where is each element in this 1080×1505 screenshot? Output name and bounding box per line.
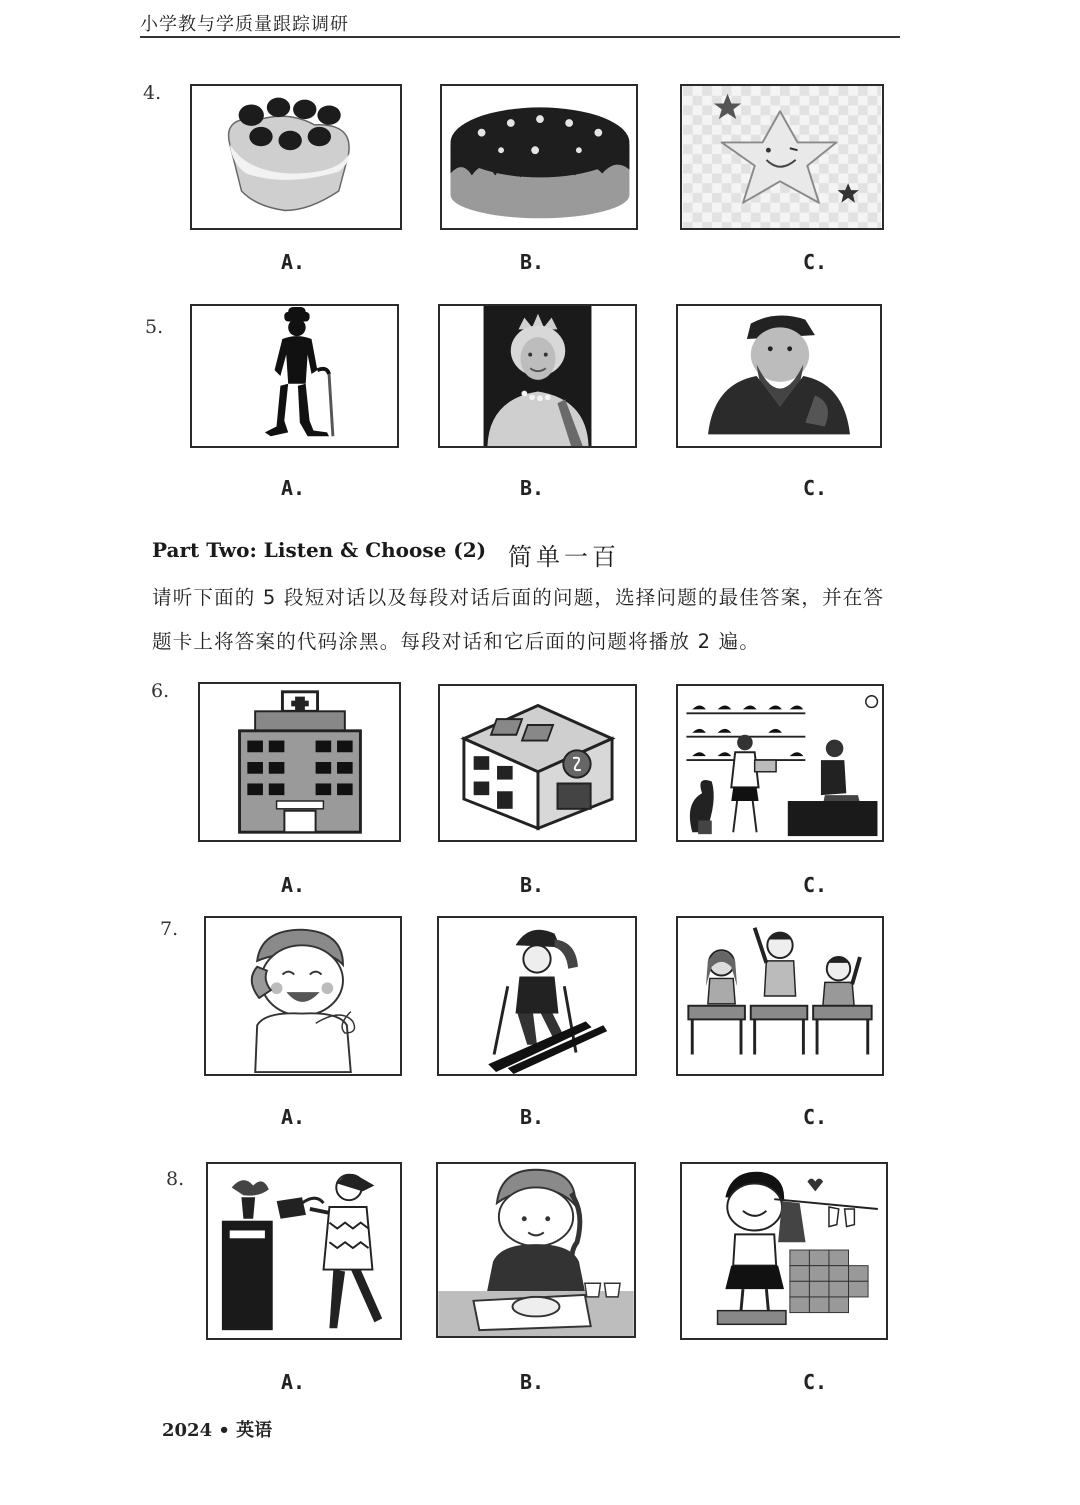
watering-flowers-icon: [208, 1164, 400, 1338]
option-label: A.: [281, 250, 306, 274]
question-number: 8.: [166, 1168, 185, 1190]
instruction-line-1: 请听下面的 5 段短对话以及每段对话后面的问题，选择问题的最佳答案，并在答: [152, 586, 885, 609]
shoe-shop-icon: [678, 686, 882, 840]
washing-dishes-picture[interactable]: [436, 1162, 636, 1338]
queen-portrait-picture[interactable]: [438, 304, 637, 448]
classroom-students-icon: [678, 918, 882, 1074]
option-label: A.: [281, 873, 306, 897]
bank-picture[interactable]: [438, 684, 637, 842]
chocolate-cake-picture[interactable]: [440, 84, 638, 230]
option-label: A.: [281, 1370, 306, 1394]
girl-hanging-clothes-icon: [682, 1164, 886, 1338]
skier-icon: [439, 918, 635, 1074]
question-number: 4.: [143, 82, 162, 104]
hospital-picture[interactable]: [198, 682, 401, 842]
confucius-picture[interactable]: [676, 304, 882, 448]
option-label: B.: [520, 476, 545, 500]
option-label: C.: [803, 873, 828, 897]
confucius-icon: [678, 306, 880, 446]
chaplin-figure-icon: [192, 306, 397, 446]
skiing-picture[interactable]: [437, 916, 637, 1076]
option-label: C.: [803, 476, 828, 500]
shoe-shop-picture[interactable]: [676, 684, 884, 842]
charlie-chaplin-picture[interactable]: [190, 304, 399, 448]
question-number: 6.: [151, 680, 170, 702]
handwritten-note: 简单一百: [508, 543, 620, 571]
page-footer: 2024 • 英语: [162, 1420, 273, 1441]
hospital-building-icon: [200, 684, 399, 840]
boy-on-phone-icon: [206, 918, 400, 1074]
option-label: C.: [803, 1370, 828, 1394]
heart-cake-icon: [192, 86, 400, 228]
girl-washing-dishes-icon: [438, 1164, 634, 1336]
option-label: B.: [520, 250, 545, 274]
bank-building-icon: [440, 686, 635, 840]
queen-portrait-icon: [440, 306, 635, 446]
option-label: B.: [520, 873, 545, 897]
header-title: 小学教与学质量跟踪调研: [140, 14, 349, 35]
option-label: C.: [803, 1105, 828, 1129]
option-label: C.: [803, 250, 828, 274]
option-label: A.: [281, 1105, 306, 1129]
instruction-line-2: 题卡上将答案的代码涂黑。每段对话和它后面的问题将播放 2 遍。: [152, 630, 761, 653]
hanging-clothes-picture[interactable]: [680, 1162, 888, 1340]
option-label: B.: [520, 1370, 545, 1394]
star-icon: [682, 86, 882, 228]
heart-cake-picture[interactable]: [190, 84, 402, 230]
option-label: A.: [281, 476, 306, 500]
question-number: 5.: [145, 316, 164, 338]
question-number: 7.: [160, 918, 179, 940]
part-two-title: Part Two: Listen & Choose (2): [152, 538, 487, 562]
header-rule: [140, 36, 900, 38]
watering-flowers-picture[interactable]: [206, 1162, 402, 1340]
classroom-picture[interactable]: [676, 916, 884, 1076]
option-label: B.: [520, 1105, 545, 1129]
star-picture[interactable]: [680, 84, 884, 230]
boy-phone-picture[interactable]: [204, 916, 402, 1076]
chocolate-cake-icon: [442, 86, 636, 228]
